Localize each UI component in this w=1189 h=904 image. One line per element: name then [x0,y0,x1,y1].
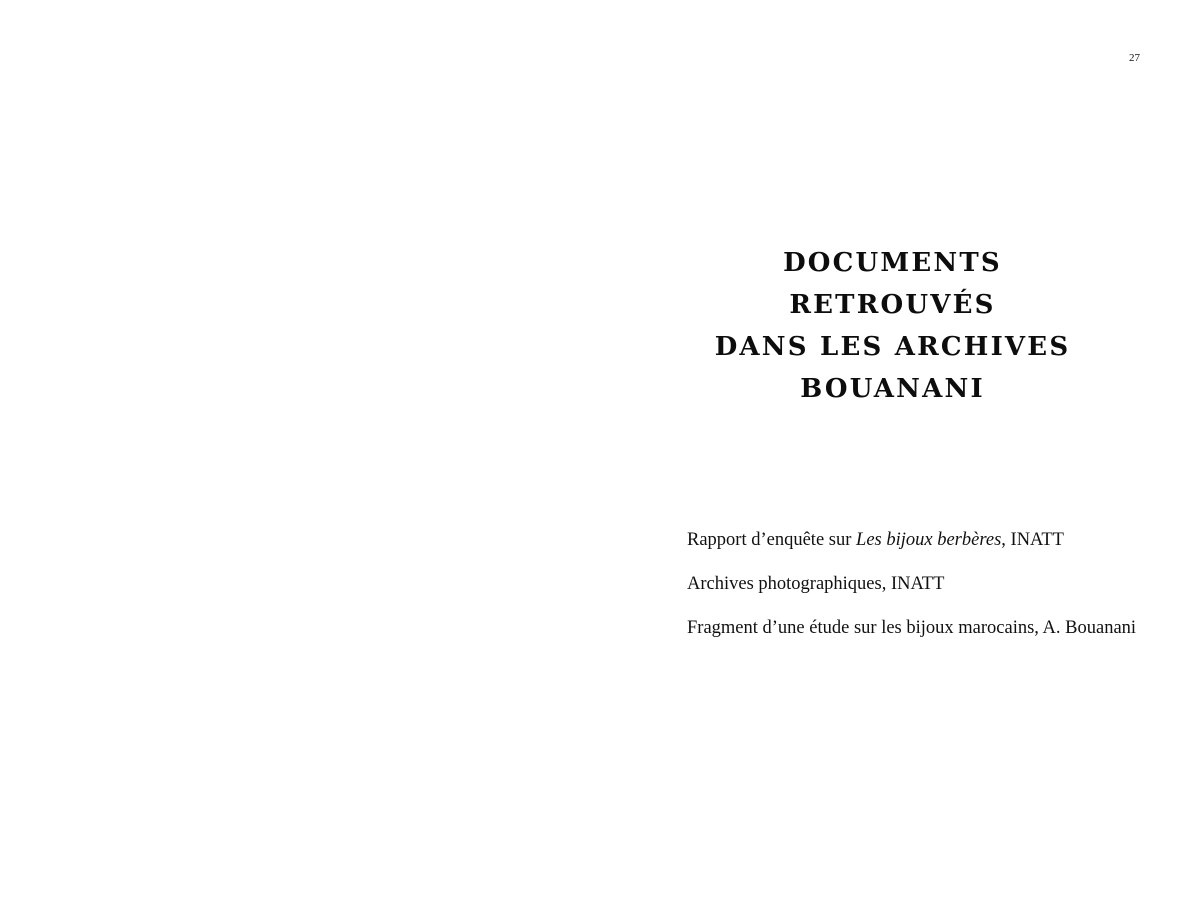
document-list [687,528,1182,660]
document-item-italic-title: Les bijoux berbères [856,530,1002,550]
page-number: 27 [1129,52,1140,64]
title-line: BOUANANI [800,374,985,404]
document-item-fragment: Fragment d’une étude sur les bijoux marocains, A. Bouanani [687,618,1137,638]
document-item-suffix: , INATT [1001,530,1064,550]
document-item-prefix: Rapport d’enquête sur [687,530,857,550]
section-title [686,242,1099,410]
document-item-archives: Archives photographiques, INATT [687,574,945,594]
title-line: DANS LES ARCHIVES [714,332,1071,362]
title-line: DOCUMENTS [783,248,1002,278]
document-item-rapport [687,528,1182,552]
right-page [594,0,1189,904]
left-page [0,0,594,904]
title-line: RETROUVÉS [789,290,996,320]
